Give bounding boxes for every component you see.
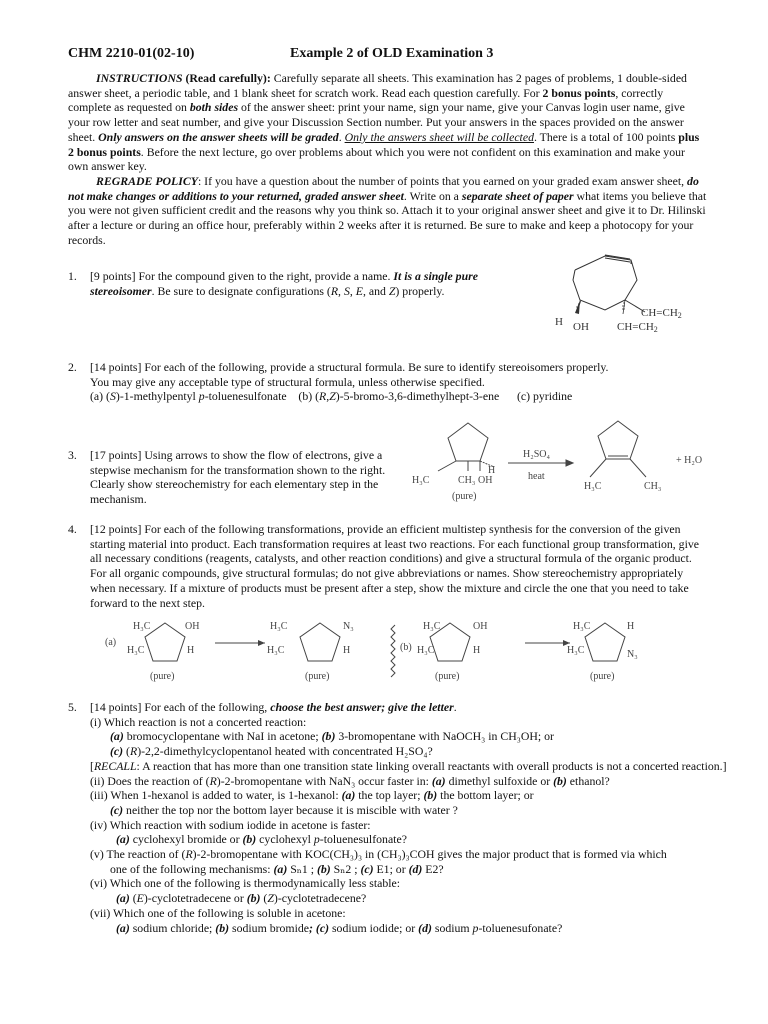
text: (ii) Does the reaction of ( bbox=[90, 773, 210, 788]
ring bbox=[585, 623, 625, 661]
atom-label: H bbox=[488, 465, 496, 476]
config-label: Z bbox=[388, 283, 396, 298]
ring bbox=[300, 623, 340, 661]
text: (c) pyridine bbox=[516, 389, 573, 404]
atom-label: H₃C bbox=[573, 621, 591, 632]
question-1 bbox=[68, 269, 498, 298]
config-label: Z bbox=[267, 891, 274, 906]
atom-label: H bbox=[343, 645, 351, 656]
sub-question-i-options bbox=[110, 729, 728, 744]
text: . There is a total of 100 points bbox=[533, 129, 679, 144]
question-2 bbox=[68, 360, 708, 404]
question-5 bbox=[68, 700, 728, 935]
option-letter: (b) bbox=[316, 861, 331, 876]
bold-text: plus 2 bonus points bbox=[68, 129, 700, 159]
instructions-label: INSTRUCTIONS bbox=[96, 71, 183, 85]
course-code: CHM 2210-01(02-10) bbox=[68, 46, 195, 61]
reagent-label: H₂SO₄ bbox=[523, 449, 550, 460]
text: )-1-methylpentyl bbox=[115, 389, 199, 404]
atom-label: CH=CH2 bbox=[617, 321, 658, 334]
atom-label: H₃C bbox=[567, 645, 585, 656]
config-label: R bbox=[185, 847, 193, 862]
text: Sₙ2 ; bbox=[330, 861, 361, 876]
atom-label: OH bbox=[473, 621, 488, 632]
atom-label: H₃C bbox=[417, 645, 435, 656]
text: )-cyclotetradecene or bbox=[143, 891, 247, 906]
option-letter: (b) bbox=[242, 832, 257, 847]
bold-text: 2 bonus points bbox=[542, 85, 616, 100]
config-label: S bbox=[343, 283, 350, 298]
option-letter: (a) bbox=[341, 788, 356, 803]
text: , and bbox=[362, 283, 389, 298]
atom-label: OH bbox=[478, 475, 493, 486]
italic-text: p bbox=[198, 389, 205, 404]
text: ( bbox=[260, 891, 268, 906]
separator-squiggle bbox=[391, 625, 395, 677]
text: ethanol? bbox=[566, 773, 610, 788]
sub-question-v-options bbox=[110, 862, 728, 877]
option-letter: (b) bbox=[553, 773, 567, 788]
text: )-2,2-dimethylcyclopentanol heated with concentrated H₂SO₄? bbox=[137, 744, 433, 759]
sub-question-i-option-c bbox=[110, 744, 728, 759]
text: [12 points] For each of the following transformations, provide an efficient multistep synthesis for the conversion of the given starting material into product. Each transformation requires at least two reactions. For each functional group transformation, give all necessary conditions (reagents, catalysts, and other reaction conditions) and give a structural formula of the organic product. For all organic compounds, give structural formulas; do not give abbreviations or names. Show stereochemistry appropriately when necessary. If a mixture of products must be present after a step, show the mixture and circle the one that you need to take forward to the next step. bbox=[90, 522, 699, 610]
text: [9 points] For the compound given to the right, provide a name. bbox=[90, 269, 394, 283]
option-letter: (c) bbox=[312, 920, 329, 935]
purity-label: (pure) bbox=[435, 671, 460, 682]
text: , bbox=[338, 283, 344, 298]
option-letter: (c) bbox=[360, 861, 374, 876]
text: ; bbox=[309, 920, 313, 935]
instructions-block bbox=[68, 71, 708, 247]
sub-question-vi-options bbox=[116, 891, 728, 906]
text: , bbox=[349, 283, 356, 298]
text: cyclohexyl bbox=[256, 832, 314, 847]
text: -toluenesulfonate? bbox=[319, 832, 407, 847]
regrade-policy-paragraph bbox=[68, 174, 708, 248]
recall-label: RECALL bbox=[93, 758, 137, 773]
text: )-cyclotetradecene? bbox=[273, 891, 367, 906]
atom-label: H bbox=[473, 645, 481, 656]
option-letter: (b) bbox=[246, 891, 261, 906]
atom-label: H₃C bbox=[584, 481, 602, 492]
text: )-2-bromopentane with KOC(CH₃)₃ in (CH₃)₃COH gives the major product that is formed via which bbox=[192, 847, 667, 862]
purity-label: (pure) bbox=[305, 671, 330, 682]
option-letter: (b) bbox=[321, 729, 336, 744]
text: (v) The reaction of ( bbox=[90, 847, 186, 862]
text: Sₙ1 ; bbox=[287, 861, 317, 876]
q4-synthesis-scheme bbox=[105, 615, 665, 690]
config-label: R bbox=[319, 389, 327, 404]
sub-question-iv-options bbox=[116, 832, 728, 847]
purity-label: (pure) bbox=[590, 671, 615, 682]
sub-question-i: (i) Which reaction is not a concerted reaction: bbox=[90, 714, 307, 729]
text: : If you have a question about the number of points that you earned on your graded exam answer sheet, bbox=[197, 173, 688, 188]
text: )-2-bromopentane with NaN₃ occur faster in: bbox=[216, 773, 432, 788]
option-letter: (a) bbox=[116, 832, 130, 847]
option-letter: (a) bbox=[431, 773, 446, 788]
text: one of the following mechanisms: bbox=[110, 861, 274, 876]
sub-question-iii-option-c bbox=[110, 803, 728, 818]
part-label: (a) bbox=[105, 637, 117, 648]
text: E2? bbox=[422, 861, 444, 876]
bond bbox=[438, 461, 456, 471]
atom-label: H₃C bbox=[423, 621, 441, 632]
text: [14 points] For each of the following, bbox=[90, 700, 271, 714]
q1-structure bbox=[545, 250, 715, 340]
ring bbox=[145, 623, 185, 661]
recall-note: [RECALL: A reaction that has more than one transition state linking overall reactants with overall products is not a concerted reaction.] bbox=[90, 758, 727, 773]
text: the top layer; bbox=[355, 788, 424, 803]
atom-label: N₃ bbox=[343, 621, 354, 632]
atom-label: H₃C bbox=[133, 621, 151, 632]
italic-text: p bbox=[313, 832, 320, 847]
bold-text: It is a single pure stereoisomer bbox=[90, 269, 478, 298]
text: neither the top nor the bottom layer because it is miscible with water ? bbox=[123, 802, 458, 817]
sub-question-vii-options bbox=[116, 921, 728, 936]
question-4 bbox=[68, 522, 708, 610]
atom-label: OH bbox=[573, 321, 589, 333]
q3-reaction-scheme bbox=[408, 413, 718, 513]
cyclopentene-ring bbox=[598, 421, 638, 459]
config-label: R bbox=[330, 283, 339, 298]
text: . Write on a bbox=[403, 188, 462, 203]
text: : A reaction that has more than one transition state linking overall reactants with overall products is not a concerted reaction.] bbox=[136, 758, 727, 773]
atom-label: H₃C bbox=[267, 645, 285, 656]
byproduct-label: + H₂O bbox=[676, 455, 703, 466]
atom-label: H₃C bbox=[127, 645, 145, 656]
atom-label: H₃C bbox=[412, 475, 430, 486]
text: )-5-bromo-3,6-dimethylhept-3-ene bbox=[335, 389, 500, 404]
option-letter: (d) bbox=[418, 920, 432, 935]
text: . bbox=[338, 129, 345, 144]
atom-label: CH₃ bbox=[458, 475, 476, 486]
instructions-paragraph bbox=[68, 71, 708, 174]
arrowhead bbox=[258, 640, 265, 646]
text: . Be sure to designate configurations ( bbox=[151, 283, 331, 298]
atom-label: H₃C bbox=[270, 621, 288, 632]
text: of the answer sheet: print your name, sign your name, give your Canvas login user name, give your row letter and seat number, and give your Discussion Section number. Put your answers in the spaces provided on the answer sheet. bbox=[68, 100, 685, 144]
text: You may give any acceptable type of structural formula, unless otherwise specified. bbox=[90, 374, 485, 389]
text: bromocyclopentane with NaI in acetone; bbox=[123, 729, 322, 744]
text: (iii) When 1-hexanol is added to water, is 1-hexanol: bbox=[90, 788, 342, 803]
atom-label: H bbox=[555, 316, 563, 328]
text: . Before the next lecture, go over problems about which you were not confident on this examination and make your own answer key. bbox=[68, 144, 685, 174]
option-letter: (a) bbox=[273, 861, 288, 876]
question-3 bbox=[68, 448, 408, 507]
purity-label: (pure) bbox=[452, 491, 477, 502]
text: 3-bromopentane with NaOCH₃ in CH₃OH; or bbox=[335, 729, 554, 744]
sub-question-iii bbox=[90, 788, 728, 803]
config-label: E bbox=[355, 283, 363, 298]
sub-question-v bbox=[90, 847, 728, 862]
bold-text: choose the best answer; give the letter bbox=[270, 700, 454, 714]
arrowhead bbox=[566, 460, 573, 466]
hash-bond bbox=[622, 300, 625, 314]
text: the bottom layer; or bbox=[437, 788, 534, 803]
instructions-label-note: (Read carefully): bbox=[182, 71, 271, 85]
text: . bbox=[453, 700, 457, 714]
config-label: Z bbox=[329, 389, 336, 404]
question-number: 5. bbox=[68, 700, 77, 714]
text: sodium iodide; or bbox=[329, 920, 419, 935]
text: sodium bromide bbox=[229, 920, 310, 935]
config-label: S bbox=[109, 389, 116, 404]
text: what items you believe that you were not given sufficient credit and the reasons why you think so. Attach it to your original answer sheet and give it to Dr. Hilinski after a lecture or during an office hour, preferably within 2 weeks after it is returned. Be sure to make and keep a photocopy for your records. bbox=[68, 188, 707, 247]
sub-question-vi: (vi) Which one of the following is thermodynamically less stable: bbox=[90, 876, 401, 891]
text: -toluenesulfonate bbox=[204, 389, 287, 404]
bold-text: separate sheet of paper bbox=[461, 188, 574, 203]
part-label: (b) bbox=[400, 642, 412, 653]
atom-label: CH=CH2 bbox=[641, 307, 682, 320]
text: , correctly complete as requested on bbox=[68, 85, 664, 115]
config-label: R bbox=[129, 744, 138, 759]
text: , bbox=[326, 389, 330, 404]
option-letter: (b) bbox=[215, 920, 230, 935]
option-letter: (a) bbox=[116, 891, 130, 906]
text: [14 points] For each of the following, provide a structural formula. Be sure to identify stereoisomers properly. bbox=[90, 360, 609, 374]
bond bbox=[590, 459, 606, 477]
bold-text: do not make changes or additions to your returned, graded answer sheet bbox=[68, 173, 699, 203]
atom-label: N₃ bbox=[627, 649, 638, 660]
config-label: E bbox=[136, 891, 144, 906]
sub-question-iv: (iv) Which reaction with sodium iodide in acetone is faster: bbox=[90, 817, 371, 832]
option-letter: (b) bbox=[423, 788, 438, 803]
text: sodium bbox=[431, 920, 473, 935]
atom-label: H bbox=[627, 621, 635, 632]
exam-title: Example 2 of OLD Examination 3 bbox=[290, 46, 494, 61]
bold-text: both sides bbox=[189, 100, 239, 115]
purity-label: (pure) bbox=[150, 671, 175, 682]
option-letter: (a) bbox=[116, 920, 130, 935]
text: dimethyl sulfoxide or bbox=[445, 773, 554, 788]
italic-text: p bbox=[472, 920, 479, 935]
question-number: 4. bbox=[68, 522, 77, 536]
text: ( bbox=[129, 891, 137, 906]
config-label: R bbox=[209, 773, 217, 788]
bold-text: Only answers on the answer sheets will be graded bbox=[98, 129, 339, 144]
underlined-text: Only the answers sheet will be collected bbox=[344, 129, 534, 144]
question-number: 1. bbox=[68, 269, 77, 283]
atom-label: H bbox=[187, 645, 195, 656]
text: [17 points] Using arrows to show the flow of electrons, give a stepwise mechanism for the transformation shown to the right. Clearly show stereochemistry for each elementary step in the mechanism. bbox=[90, 448, 386, 507]
text: -toluenesufonate? bbox=[478, 920, 563, 935]
option-letter: (d) bbox=[408, 861, 423, 876]
atom-label: OH bbox=[185, 621, 200, 632]
option-letter: (c) bbox=[110, 744, 124, 759]
q2-parts bbox=[90, 389, 708, 404]
cyclopentane-ring bbox=[448, 423, 488, 461]
question-number: 3. bbox=[68, 448, 77, 462]
text: (a) ( bbox=[90, 389, 110, 404]
text: sodium chloride; bbox=[129, 920, 216, 935]
option-letter: (c) bbox=[110, 802, 124, 817]
text: Carefully separate all sheets. This examination has 2 pages of problems, 1 double-sided answer sheet, a periodic table, and 1 blank sheet for scratch work. Read each question carefully. For bbox=[68, 71, 687, 100]
sub-question-ii bbox=[90, 774, 728, 789]
sub-question-vii: (vii) Which one of the following is soluble in acetone: bbox=[90, 905, 346, 920]
text: ) properly. bbox=[395, 283, 445, 298]
q5-prompt bbox=[90, 700, 728, 715]
option-letter: (a) bbox=[110, 729, 124, 744]
text: E1; or bbox=[373, 861, 409, 876]
text: cyclohexyl bromide or bbox=[129, 832, 243, 847]
bond bbox=[630, 459, 646, 477]
question-number: 2. bbox=[68, 360, 77, 374]
condition-label: heat bbox=[528, 471, 545, 482]
regrade-label: REGRADE POLICY bbox=[96, 173, 198, 188]
atom-label: CH₃ bbox=[644, 481, 662, 492]
text: ( bbox=[123, 744, 130, 759]
text: (b) ( bbox=[298, 389, 320, 404]
